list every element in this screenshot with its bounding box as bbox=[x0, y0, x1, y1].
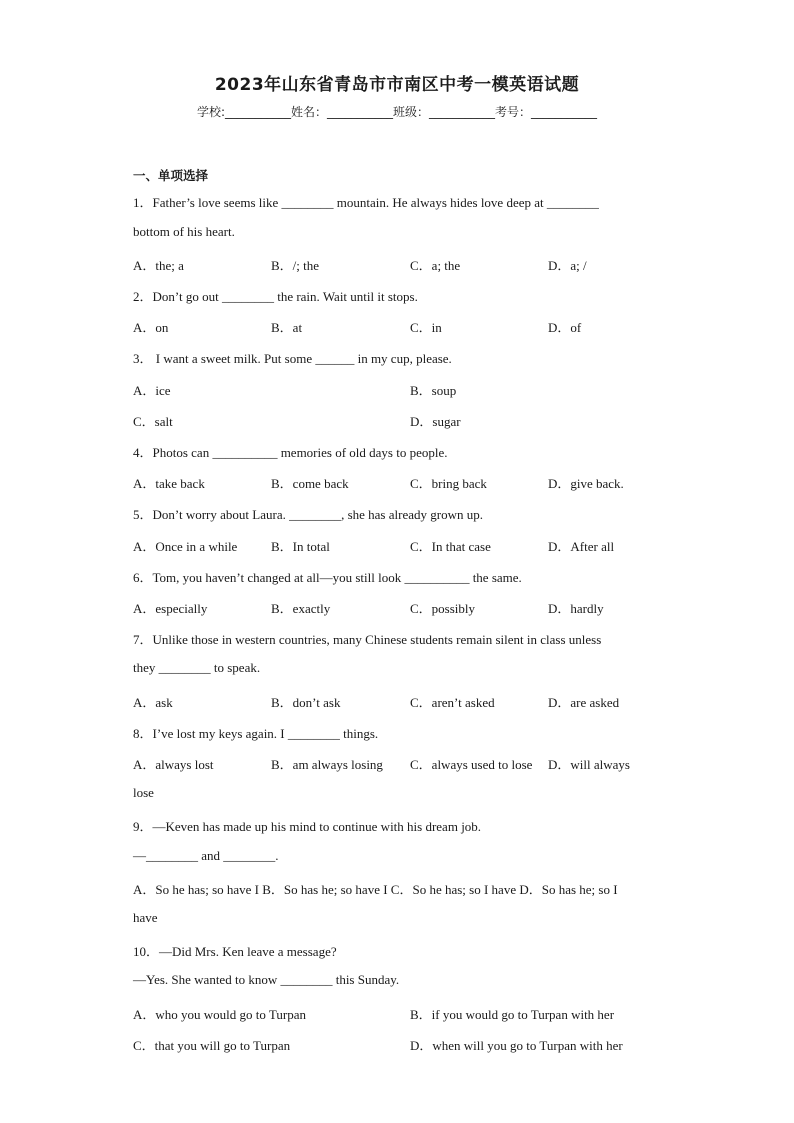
q8-option-a: A．always lost bbox=[133, 757, 214, 772]
question-1-stem: 1．Father’s love seems like ________ mountain. He always hides love deep at ________ bbox=[133, 195, 599, 210]
question-10-stem-cont: —Yes. She wanted to know ________ this Sunday. bbox=[133, 972, 400, 987]
q10-option-c: C．that you will go to Turpan bbox=[133, 1038, 291, 1053]
q1-option-d: D．a; / bbox=[548, 258, 587, 273]
q9-options-line: A．So he has; so have I B．So has he; so have I C．So he has; so I have D．So has he; so I bbox=[133, 882, 618, 897]
q7-option-c: C．aren’t asked bbox=[410, 695, 495, 710]
q2-option-b: B．at bbox=[271, 320, 303, 335]
q3-option-a: A．ice bbox=[133, 383, 171, 398]
q6-option-d: D．hardly bbox=[548, 601, 604, 616]
section-title: 一、单项选择 bbox=[133, 168, 209, 183]
q6-option-c: C．possibly bbox=[410, 601, 476, 616]
question-4-stem: 4．Photos can __________ memories of old days to people. bbox=[133, 445, 448, 460]
q2-option-d: D．of bbox=[548, 320, 582, 335]
question-5-stem: 5．Don’t worry about Laura. ________, she has already grown up. bbox=[133, 507, 483, 522]
q4-option-c: C．bring back bbox=[410, 476, 487, 491]
q5-option-c: C．In that case bbox=[410, 539, 491, 554]
q4-option-b: B．come back bbox=[271, 476, 349, 491]
q3-option-b: B．soup bbox=[410, 383, 457, 398]
q3-option-c: C．salt bbox=[133, 414, 173, 429]
question-7-stem-cont: they ________ to speak. bbox=[133, 660, 261, 675]
q6-option-a: A．especially bbox=[133, 601, 208, 616]
q3-option-d: D．sugar bbox=[410, 414, 461, 429]
q1-option-b: B．/; the bbox=[271, 258, 320, 273]
q4-option-a: A．take back bbox=[133, 476, 205, 491]
q8-option-c: C．always used to lose bbox=[410, 757, 533, 772]
q10-option-b: B．if you would go to Turpan with her bbox=[410, 1007, 615, 1022]
question-9-stem-cont: —________ and ________. bbox=[133, 848, 279, 863]
q10-option-a: A．who you would go to Turpan bbox=[133, 1007, 306, 1022]
q2-option-a: A．on bbox=[133, 320, 169, 335]
q7-option-d: D．are asked bbox=[548, 695, 620, 710]
question-1-stem-cont: bottom of his heart. bbox=[133, 224, 235, 239]
question-3-stem: 3． I want a sweet milk. Put some ______ in my cup, please. bbox=[133, 351, 452, 366]
question-6-stem: 6．Tom, you haven’t changed at all—you still look __________ the same. bbox=[133, 570, 522, 585]
q1-option-a: A．the; a bbox=[133, 258, 184, 273]
q5-option-a: A．Once in a while bbox=[133, 539, 238, 554]
page-title: 2023年山东省青岛市市南区中考一模英语试题 bbox=[214, 75, 580, 95]
student-info-line: 学校:___________姓名：___________班级：___________考号：___________ bbox=[196, 105, 598, 119]
q8-option-d: D．will always bbox=[548, 757, 630, 772]
q6-option-b: B．exactly bbox=[271, 601, 331, 616]
question-2-stem: 2．Don’t go out ________ the rain. Wait until it stops. bbox=[133, 289, 418, 304]
question-9-stem: 9．—Keven has made up his mind to continue with his dream job. bbox=[133, 819, 482, 834]
q8-option-b: B．am always losing bbox=[271, 757, 383, 772]
question-8-stem: 8．I’ve lost my keys again. I ________ things. bbox=[133, 726, 379, 741]
q5-option-d: D．After all bbox=[548, 539, 615, 554]
question-7-stem: 7．Unlike those in western countries, many Chinese students remain silent in class unless bbox=[133, 632, 602, 647]
q9-options-wrap: have bbox=[133, 910, 158, 925]
q7-option-b: B．don’t ask bbox=[271, 695, 341, 710]
q10-option-d: D．when will you go to Turpan with her bbox=[410, 1038, 623, 1053]
q4-option-d: D．give back. bbox=[548, 476, 624, 491]
question-10-stem: 10．—Did Mrs. Ken leave a message? bbox=[133, 944, 337, 959]
q2-option-c: C．in bbox=[410, 320, 442, 335]
q7-option-a: A．ask bbox=[133, 695, 173, 710]
q8-option-d-wrap: lose bbox=[133, 785, 154, 800]
q5-option-b: B．In total bbox=[271, 539, 330, 554]
q1-option-c: C．a; the bbox=[410, 258, 461, 273]
